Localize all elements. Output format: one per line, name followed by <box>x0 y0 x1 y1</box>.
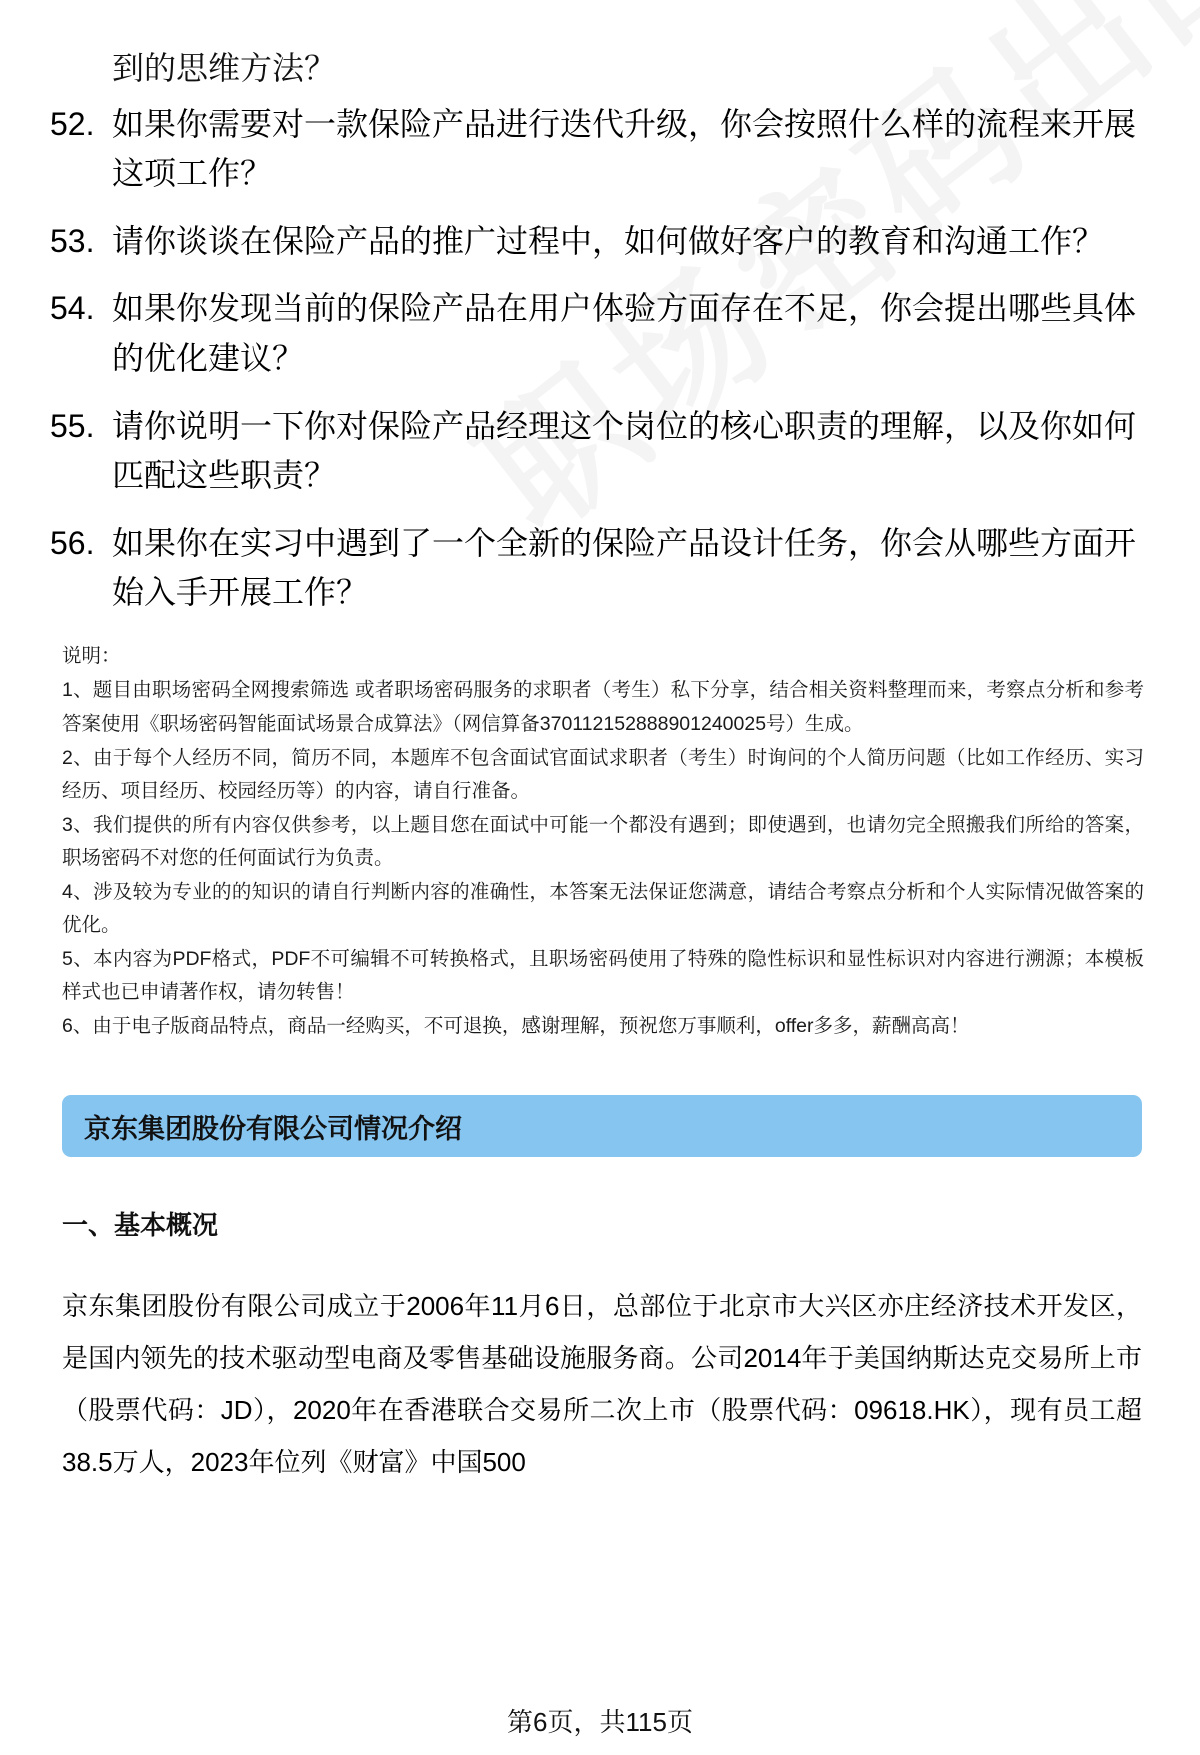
section-body <box>62 1205 1142 1488</box>
question-item <box>46 402 1154 501</box>
question-item <box>46 284 1154 383</box>
note-item: 3、我们提供的所有内容仅供参考，以上题目您在面试中可能一个都没有遇到；即使遇到，也请勿完全照搬我们所给的答案，职场密码不对您的任何面试行为负责。 <box>62 813 1144 870</box>
page-footer: 第6页，共115页 <box>507 1707 693 1737</box>
question-list <box>0 0 1200 618</box>
question-item <box>46 100 1154 199</box>
question-text: 请你说明一下你对保险产品经理这个岗位的核心职责的理解，以及你如何匹配这些职责？ <box>112 407 1137 494</box>
section-paragraph: 京东集团股份有限公司成立于2006年11月6日，总部位于北京市大兴区亦庄经济技术开发区，是国内领先的技术驱动型电商及零售基础设施服务商。公司2014年于美国纳斯达克交易所上市（股票代码：JD），2020年在香港联合交易所二次上市（股票代码：09618.HK），现有员工超38.5万人，2023年位列《财富》中国500 <box>62 1291 1142 1478</box>
note-item: 1、题目由职场密码全网搜索筛选 或者职场密码服务的求职者（考生）私下分享，结合相关资料整理而来，考察点分析和参考答案使用《职场密码智能面试场景合成算法》（网信算备370112152888901240025号）生成。 <box>62 679 1144 735</box>
question-item <box>46 519 1154 618</box>
question-number: 53. <box>50 222 95 259</box>
question-number: 52. <box>50 105 95 142</box>
question-number: 55. <box>50 407 95 444</box>
question-text: 请你谈谈在保险产品的推广过程中，如何做好客户的教育和沟通工作？ <box>112 222 1105 259</box>
question-number: 54. <box>50 290 95 327</box>
notes-block <box>62 640 1144 1043</box>
question-text: 如果你在实习中遇到了一个全新的保险产品设计任务，你会从哪些方面开始入手开展工作？ <box>112 524 1137 611</box>
note-item: 6、由于电子版商品特点，商品一经购买，不可退换，感谢理解，预祝您万事顺利，offer多多，薪酬高高！ <box>62 1014 970 1037</box>
question-text: 如果你发现当前的保险产品在用户体验方面存在不足，你会提出哪些具体的优化建议？ <box>112 290 1137 376</box>
note-item: 5、本内容为PDF格式，PDF不可编辑不可转换格式，且职场密码使用了特殊的隐性标识和显性标识对内容进行溯源；本模板样式也已申请著作权，请勿转售！ <box>62 947 1144 1004</box>
section-heading: 一、基本概况 <box>62 1210 219 1241</box>
question-item <box>46 217 1154 267</box>
note-item: 4、涉及较为专业的的知识的请自行判断内容的准确性，本答案无法保证您满意，请结合考察点分析和个人实际情况做答案的优化。 <box>62 880 1144 937</box>
note-item: 2、由于每个人经历不同，简历不同，本题库不包含面试官面试求职者（考生）时询问的个人简历问题（比如工作经历、实习经历、项目经历、校园经历等）的内容，请自行准备。 <box>62 746 1144 803</box>
section-banner-title: 京东集团股份有限公司情况介绍 <box>84 1113 462 1144</box>
continued-question-tail: 到的思维方法？ <box>112 50 337 86</box>
notes-title: 说明： <box>62 644 121 667</box>
question-number: 56. <box>50 524 95 561</box>
section-banner <box>62 1095 1142 1157</box>
question-text: 如果你需要对一款保险产品进行迭代升级，你会按照什么样的流程来开展这项工作？ <box>112 105 1137 192</box>
